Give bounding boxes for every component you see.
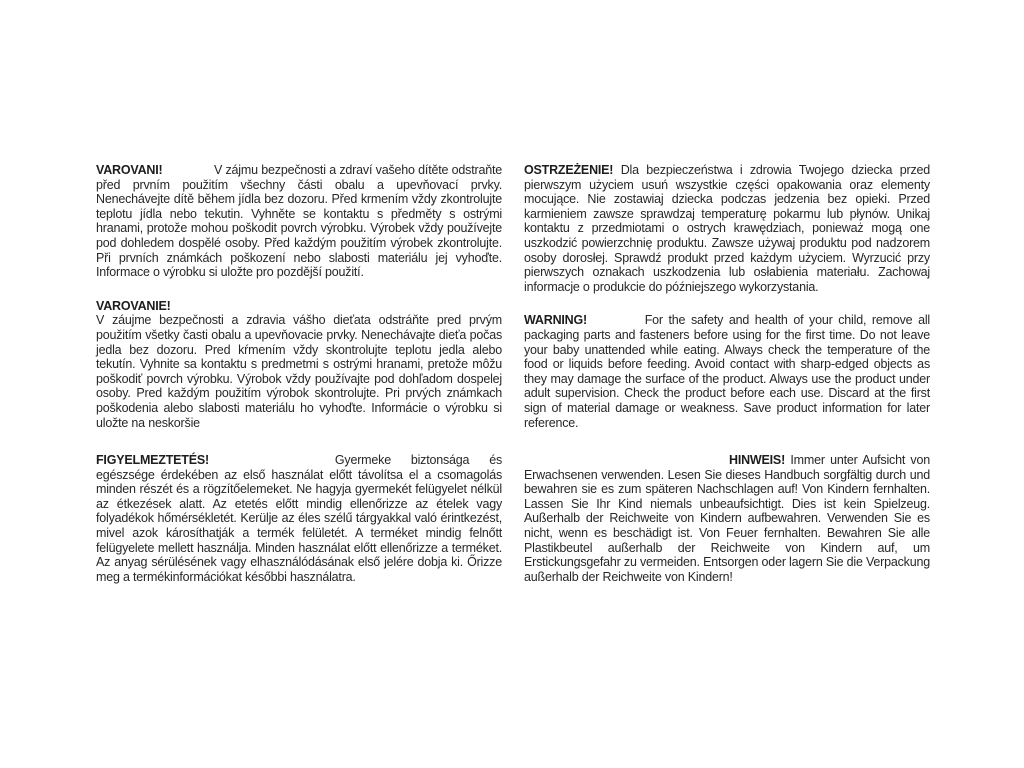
heading-hinweis: HINWEIS! — [729, 453, 786, 468]
warning-section-english — [524, 313, 930, 430]
warning-text-columns — [96, 163, 930, 603]
heading-spacer — [587, 323, 639, 324]
heading-varovani: VAROVANI! — [96, 163, 163, 177]
heading-varovanie: VAROVANIE! — [96, 298, 171, 313]
warning-body-czech: V zájmu bezpečnosti a zdraví vašeho dítěte odstraňte před prvním použitím všechny části obalu a upevňovací prvky. Nenechávejte dítě během jídla bez dozoru. Před krmením vždy zkontrolujte teplotu jídla nebo tekutin. Vyhněte se kontaktu s předměty s ostrými hranami, protože mohou poškodit povrch výrobku. Výrobek vždy používejte pod dohledem dospělé osoby. Před každým použitím výrobek zkontrolujte. Při prvních známkách poškození nebo slabosti materiálu jej vyhoďte. Informace o výrobku si uložte pro pozdější použití. — [96, 163, 502, 280]
warning-section-polish — [524, 163, 930, 294]
left-column — [96, 163, 502, 603]
warning-section-slovak — [96, 299, 502, 430]
warning-body-english: For the safety and health of your child, remove all packaging parts and fasteners before using for the first time. Do not leave your baby unattended while eating. Always check the temperature of the food or liquids before feeding. Avoid contact with sharp-edged objects as they may damage the surface of the product. Always use the product under adult supervision. Check the product before each use. Discard at the first sign of material damage or weakness. Save product information for later reference. — [524, 313, 930, 430]
warning-body-slovak: V záujme bezpečnosti a zdravia vášho dieťata odstráňte pred prvým použitím všetky časti obalu a upevňovacie prvky. Nenechávajte dieťa počas jedla bez dozoru. Pred kŕmením vždy skontrolujte teplotu jedla alebo tekutín. Vyhnite sa kontaktu s predmetmi s ostrými hranami, pretože môžu poškodiť povrch výrobku. Výrobok vždy používajte pod dohľadom dospelej osoby. Pred každým použitím výrobok skontrolujte. Pri prvých známkach poškodenia alebo slabosti materiálu ho vyhoďte. Informácie o výrobku si uložte na neskoršie — [96, 313, 502, 430]
warning-body-german: Immer unter Aufsicht von Erwachsenen verwenden. Lesen Sie dieses Handbuch sorgfältig durch und bewahren sie es zum späteren Nachschlagen auf! Von Kindern fernhalten. Lassen Sie Ihr Kind niemals unbeaufsichtigt. Dies ist kein Spielzeug. Außerhalb der Reichweite von Kindern aufbewahren. Verwenden Sie es nicht, wenn es beschädigt ist. Von Feuer fernhalten. Bewahren Sie alle Plastikbeutel außerhalb der Reichweite von Kindern auf, um Erstickungsgefahr zu vermeiden. Entsorgen oder lagern Sie die Verpackung außerhalb der Reichweite von Kindern! — [524, 453, 930, 584]
heading-ostrzezenie: OSTRZEŻENIE! — [524, 163, 614, 177]
warning-body-polish: Dla bezpieczeństwa i zdrowia Twojego dziecka przed pierwszym użyciem usuń wszystkie części opakowania oraz elementy mocujące. Nie zostawiaj dziecka podczas jedzenia bez opieki. Przed karmieniem zawsze sprawdzaj temperaturę pokarmu lub płynów. Unikaj kontaktu z przedmiotami o ostrych krawędziach, ponieważ mogą one uszkodzić powierzchnię produktu. Zawsze używaj produktu pod nadzorem osoby dorosłej. Sprawdź produkt przed każdym użyciem. Wyrzucić przy pierwszych oznakach uszkodzenia lub osłabienia materiału. Zachowaj informacje o produkcie do późniejszego wykorzystania. — [524, 163, 930, 294]
heading-figyelmeztetes: FIGYELMEZTETÉS! — [96, 453, 209, 468]
warning-section-german — [524, 453, 930, 584]
heading-spacer — [209, 463, 315, 464]
right-column — [524, 163, 930, 603]
heading-warning: WARNING! — [524, 313, 587, 328]
warning-body-hungarian: Gyermeke biztonsága és egészsége érdekében az első használat előtt távolítsa el a csomagolás minden részét és a rögzítőelemeket. Ne hagyja gyermekét felügyelet nélkül az étkezések alatt. Az etetés előtt mindig ellenőrizze az ételek vagy folyadékok hőmérsékletét. Kerülje az éles szélű tárgyakkal való érintkezést, mivel azok károsíthatják a termék felületét. A terméket mindig felnőtt felügyelete mellett használja. Minden használat előtt ellenőrizze a terméket. Az anyag sérülésének vagy elhasználódásának első jelére dobja ki. Őrizze meg a termékinformációkat későbbi használatra. — [96, 453, 502, 584]
heading-spacer — [163, 173, 211, 174]
warning-section-hungarian — [96, 453, 502, 584]
warning-section-czech — [96, 163, 502, 280]
